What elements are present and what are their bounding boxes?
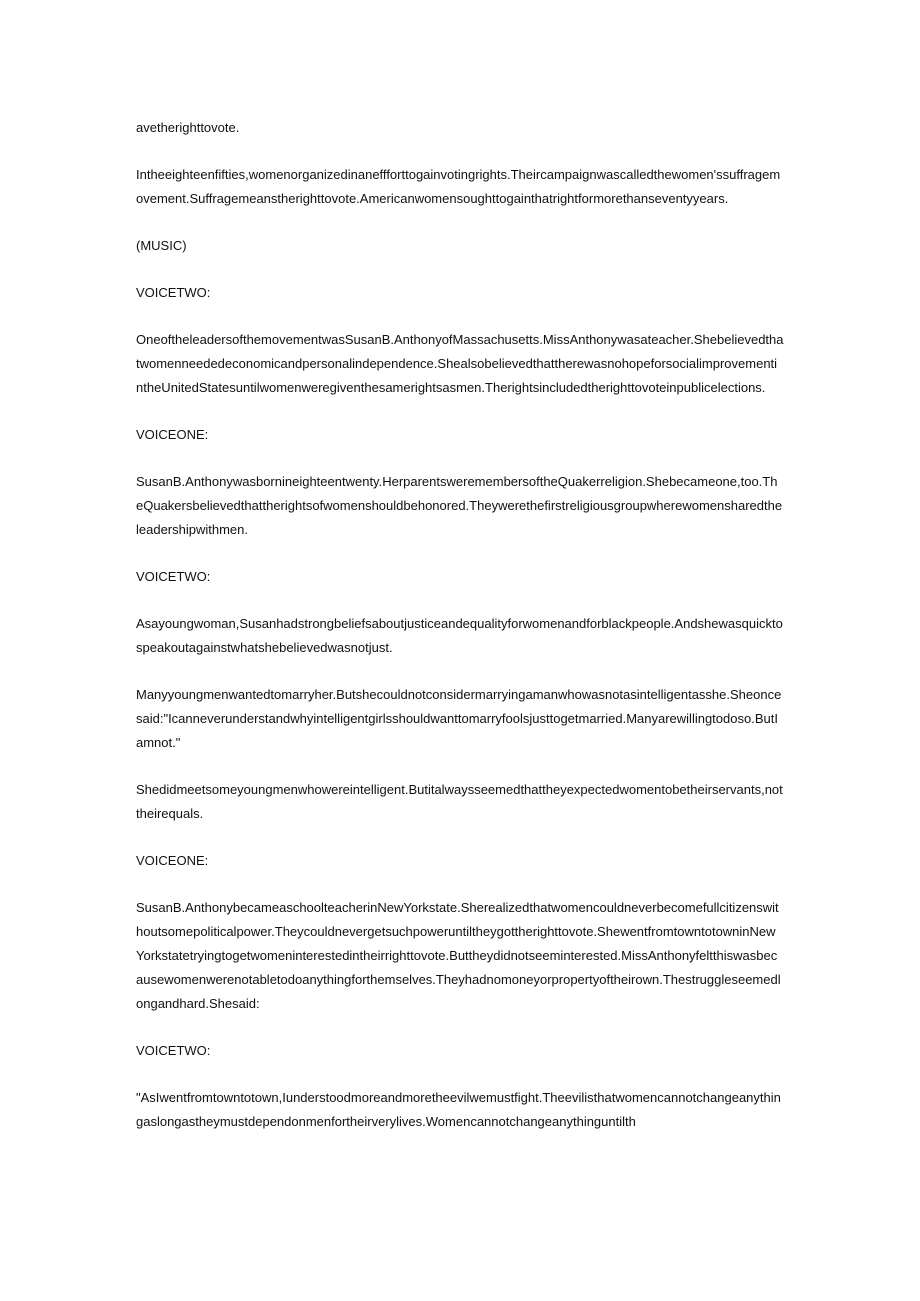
paragraph: Asayoungwoman,Susanhadstrongbeliefsaboutjusticeandequalityforwomenandforblackpeople.Andshewasquicktospeakoutagainstwhatshebelievedwasnotjust. [136,616,783,655]
speaker-label: VOICETWO: [136,285,211,300]
paragraph: OneoftheleadersofthemovementwasSusanB.AnthonyofMassachusetts.MissAnthonywasateacher.Shebelievedthatwomenneededeconomicandpersonalindependence.ShealsobelievedthattherewasnohopeforsocialimprovementintheUnitedStatesuntilwomenweregiventhesamerightsasmen.Therightsincludedtherighttovoteinpublicelections. [136,332,784,395]
paragraph: "AsIwentfromtowntotown,Iunderstoodmoreandmoretheevilwemustfight.Theevilisthatwomencannotchangeanythingaslongastheymustdependonmenfortheirverylives.Womencannotchangeanythinguntilth [136,1090,781,1129]
paragraph: avetherighttovote. [136,120,240,135]
speaker-label: VOICETWO: [136,1043,211,1058]
speaker-label: VOICEONE: [136,853,209,868]
paragraph: Intheeighteenfifties,womenorganizedinaneffforttogainvotingrights.Theircampaignwascalledthewomen'ssuffragemovement.Suffragemeanstherighttovote.Americanwomensoughttogainthatrightformorethanseventyyears. [136,167,781,206]
speaker-label: VOICETWO: [136,569,211,584]
paragraph: (MUSIC) [136,238,187,253]
document-body [136,116,784,1157]
paragraph: SusanB.Anthonywasbornineighteentwenty.HerparentsweremembersoftheQuakerreligion.Shebecameone,too.TheQuakersbelievedthattherightsofwomenshouldbehonored.Theywerethefirstreligiousgroupwherewomensharedtheleadershipwithmen. [136,474,783,537]
paragraph: Manyyoungmenwantedtomarryher.Butshecouldnotconsidermarryingamanwhowasnotasintelligentasshe.Sheoncesaid:"Icanneverunderstandwhyintelligentgirlsshouldwanttomarryfoolsjusttogetmarried.Manyarewillingtodoso.ButIamnot." [136,687,782,750]
paragraph: SusanB.AnthonybecameaschoolteacherinNewYorkstate.Sherealizedthatwomencouldneverbecomefullcitizenswithoutsomepoliticalpower.Theycouldnevergetsuchpoweruntiltheygottherighttovote.ShewentfromtowntotowninNewYorkstatetryingtogetwomeninterestedintheirrighttovote.Buttheydidnotseeminterested.MissAnthonyfeltthiswasbecausewomenwerenotabletodoanythingforthemselves.Theyhadnomoneyorpropertyoftheirown.Thestruggleseemedlongandhard.Shesaid: [136,900,781,1011]
speaker-label: VOICEONE: [136,427,209,442]
paragraph: Shedidmeetsomeyoungmenwhowereintelligent.Butitalwaysseemedthattheyexpectedwomentobetheirservants,nottheirequals. [136,782,783,821]
